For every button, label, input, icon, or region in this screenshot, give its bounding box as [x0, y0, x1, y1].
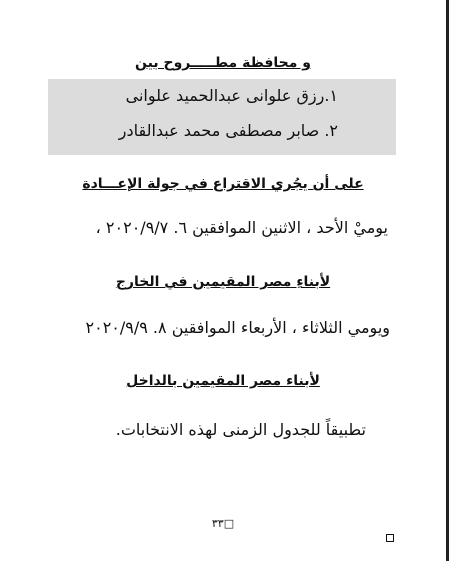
abroad-dates-text: ويومي الثلاثاء ، الأربعاء الموافقين ٨. ٢٠٢٠/٩/٩	[85, 318, 390, 337]
page-number: □٣٣	[211, 517, 235, 530]
candidate-1: ١.رزق علوانى عبدالحميد علوانى	[125, 86, 338, 105]
constituency-heading: و محافظة مطـــــروح بين	[135, 55, 311, 71]
inside-heading: لأبناء مصر المقيمين بالداخل	[126, 373, 320, 389]
abroad-heading: لأبناءِ مصر المقيمين في الخارج	[115, 274, 331, 290]
corner-square-marker	[386, 534, 394, 542]
candidate-2: ٢. صابر مصطفى محمد عبدالقادر	[118, 121, 338, 140]
schedule-note-text: تطبيقاً للجدول الزمنى لهذه الانتخابات.	[115, 420, 366, 439]
candidates-box	[48, 79, 396, 155]
domestic-dates-text: يوميْ الأحد ، الاثنين الموافقين ٦. ٢٠٢٠/٩/٧ ،	[95, 218, 388, 237]
runoff-heading: على أن يجُري الاقتراع في جولة الإعـــادة	[82, 176, 364, 192]
